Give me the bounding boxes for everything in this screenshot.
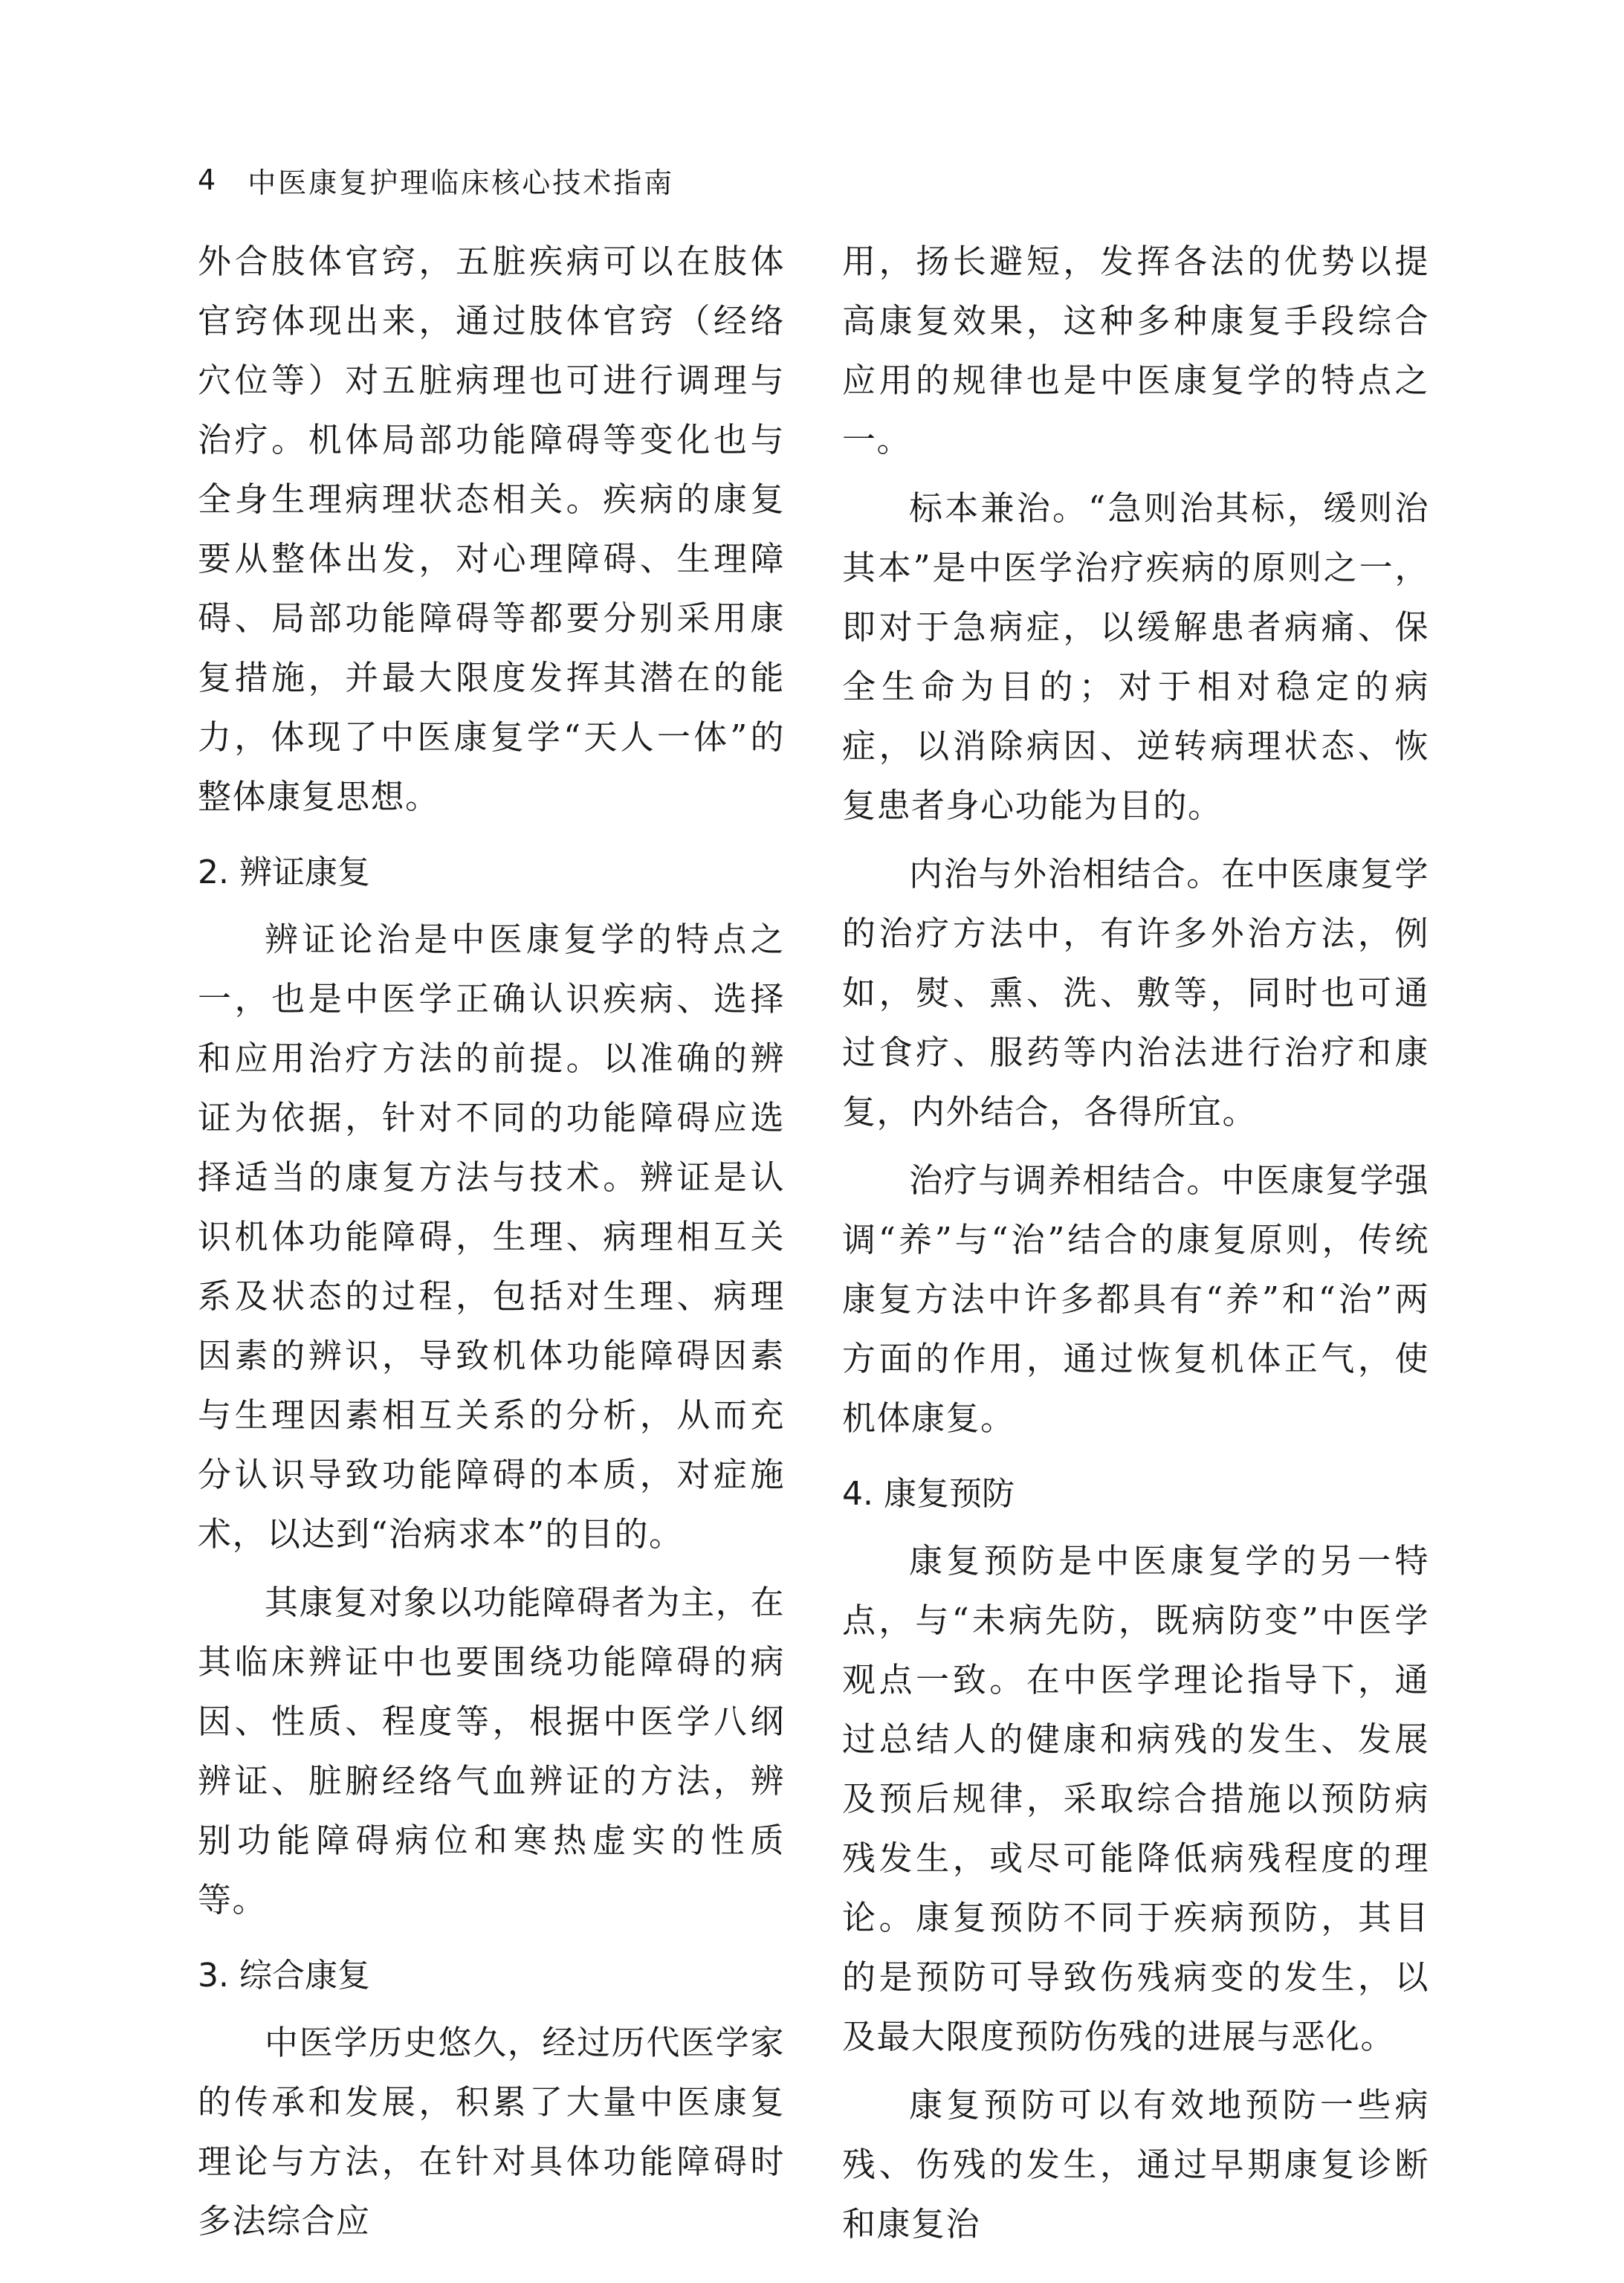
right-column: [842, 232, 1429, 2254]
paragraph: 辨证论治是中医康复学的特点之一，也是中医学正确认识疾病、选择和应用治疗方法的前提。以准确的辨证为依据，针对不同的功能障碍应选择适当的康复方法与技术。辨证是认识机体功能障碍，生理、病理相互关系及状态的过程，包括对生理、病理因素的辨识，导致机体功能障碍因素与生理因素相互关系的分析，从而充分认识导致功能障碍的本质，对症施术，以达到“治病求本”的目的。: [198, 920, 785, 1554]
paragraph: 中医学历史悠久，经过历代医学家的传承和发展，积累了大量中医康复理论与方法，在针对具体功能障碍时多法综合应: [198, 2023, 785, 2241]
book-title: 中医康复护理临床核心技术指南: [248, 166, 675, 199]
running-header: [198, 158, 674, 202]
paragraph: 治疗与调养相结合。中医康复学强调“养”与“治”结合的康复原则，传统康复方法中许多都具有“养”和“治”两方面的作用，通过恢复机体正气，使机体康复。: [842, 1160, 1429, 1438]
paragraph: 用，扬长避短，发挥各法的优势以提高康复效果，这种多种康复手段综合应用的规律也是中医康复学的特点之一。: [842, 242, 1429, 459]
paragraph: 康复预防是中医康复学的另一特点，与“未病先防，既病防变”中医学观点一致。在中医学理论指导下，通过总结人的健康和病残的发生、发展及预后规律，采取综合措施以预防病残发生，或尽可能降低病残程度的理论。康复预防不同于疾病预防，其目的是预防可导致伤残病变的发生，以及最大限度预防伤残的进展与恶化。: [842, 1541, 1429, 2056]
left-column: [198, 232, 785, 2251]
section-heading: 3. 综合康复: [198, 1957, 370, 1995]
paragraph: 康复预防可以有效地预防一些病残、伤残的发生，通过早期康复诊断和康复治: [842, 2085, 1429, 2244]
paragraph: 外合肢体官窍，五脏疾病可以在肢体官窍体现出来，通过肢体官窍（经络穴位等）对五脏病理也可进行调理与治疗。机体局部功能障碍等变化也与全身生理病理状态相关。疾病的康复要从整体出发，对心理障碍、生理障碍、局部功能障碍等都要分别采用康复措施，并最大限度发挥其潜在的能力，体现了中医康复学“天人一体”的整体康复思想。: [198, 242, 785, 816]
paragraph: 其康复对象以功能障碍者为主，在其临床辨证中也要围绕功能障碍的病因、性质、程度等，根据中医学八纲辨证、脏腑经络气血辨证的方法，辨别功能障碍病位和寒热虚实的性质等。: [198, 1583, 785, 1919]
section-heading: 4. 康复预防: [842, 1475, 1015, 1513]
section-heading: 2. 辨证康复: [198, 853, 370, 891]
paragraph: 标本兼治。“急则治其标，缓则治其本”是中医学治疗疾病的原则之一，即对于急病症，以缓解患者病痛、保全生命为目的；对于相对稳定的病症，以消除病因、逆转病理状态、恢复患者身心功能为目的。: [842, 488, 1429, 825]
paragraph: 内治与外治相结合。在中医康复学的治疗方法中，有许多外治方法，例如，熨、熏、洗、敷等，同时也可通过食疗、服药等内治法进行治疗和康复，内外结合，各得所宜。: [842, 854, 1429, 1131]
page-number: 4: [198, 164, 219, 196]
